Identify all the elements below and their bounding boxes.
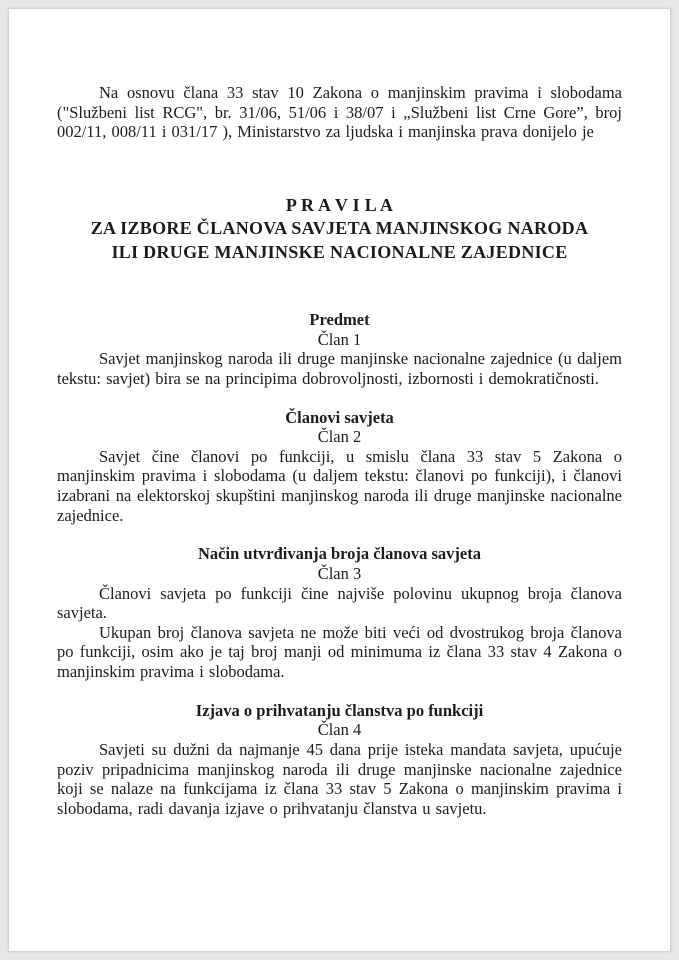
section-heading: Izjava o prihvatanju članstva po funkciji	[195, 700, 484, 720]
section-heading: Članovi savjeta	[285, 407, 394, 427]
section-heading: Način utvrđivanja broja članova savjeta	[198, 544, 481, 564]
article-number: Član 1	[317, 329, 362, 349]
article-number: Član 2	[317, 427, 362, 447]
title-line-3: ILI DRUGE MANJINSKE NACIONALNE ZAJEDNICE	[111, 241, 568, 262]
article-number: Član 3	[317, 563, 362, 583]
section-heading: Predmet	[309, 310, 370, 330]
body-paragraph: Savjet čine članovi po funkciji, u smislu člana 33 stav 5 Zakona o manjinskim pravima i slobodama (u daljem tekstu: članovi po funkciji), i članovi izabrani na elektorskoj skupštini manjinskog naroda ili druge manjinske nacionalne zajednice.	[57, 446, 622, 525]
section-predmet	[57, 310, 622, 389]
body-paragraph: Ukupan broj članova savjeta ne može biti veći od dvostrukog broja članova po funkciji, osim ako je taj broj manji od minimuma iz člana 33 stav 4 Zakona o manjinskim pravima i slobodama.	[57, 622, 622, 682]
title-line-1: P R A V I L A	[285, 194, 394, 215]
article-number: Član 4	[317, 720, 362, 740]
body-paragraph: Savjet manjinskog naroda ili druge manjinske nacionalne zajednice (u daljem tekstu: savjet) bira se na principima dobrovoljnosti, izbornosti i demokratičnosti.	[57, 349, 622, 388]
document-page	[8, 8, 671, 952]
section-nacin-utvrdjivanja	[57, 544, 622, 681]
body-paragraph: Članovi savjeta po funkciji čine najviše polovinu ukupnog broja članova savjeta.	[57, 583, 622, 623]
section-clanovi-savjeta	[57, 408, 622, 526]
title-line-2: ZA IZBORE ČLANOVA SAVJETA MANJINSKOG NARODA	[90, 218, 589, 239]
document-title	[57, 194, 622, 264]
section-izjava-o-prihvatanju	[57, 701, 622, 819]
intro-paragraph: Na osnovu člana 33 stav 10 Zakona o manjinskim pravima i slobodama ("Službeni list RCG", br. 31/06, 51/06 i 38/07 i „Službeni list Crne Gore”, broj 002/11, 008/11 i 031/17 ), Ministarstvo za ljudska i manjinska prava donijelo je	[57, 83, 622, 142]
body-paragraph: Savjeti su dužni da najmanje 45 dana prije isteka mandata savjeta, upućuje poziv pripadnicima manjinskog naroda ili druge manjinske nacionalne zajednice koji se nalaze na funkcijama iz člana 33 stav 5 Zakona o manjinskim pravima i slobodama, radi davanja izjave o prihvatanju članstva u savjetu.	[57, 739, 622, 818]
